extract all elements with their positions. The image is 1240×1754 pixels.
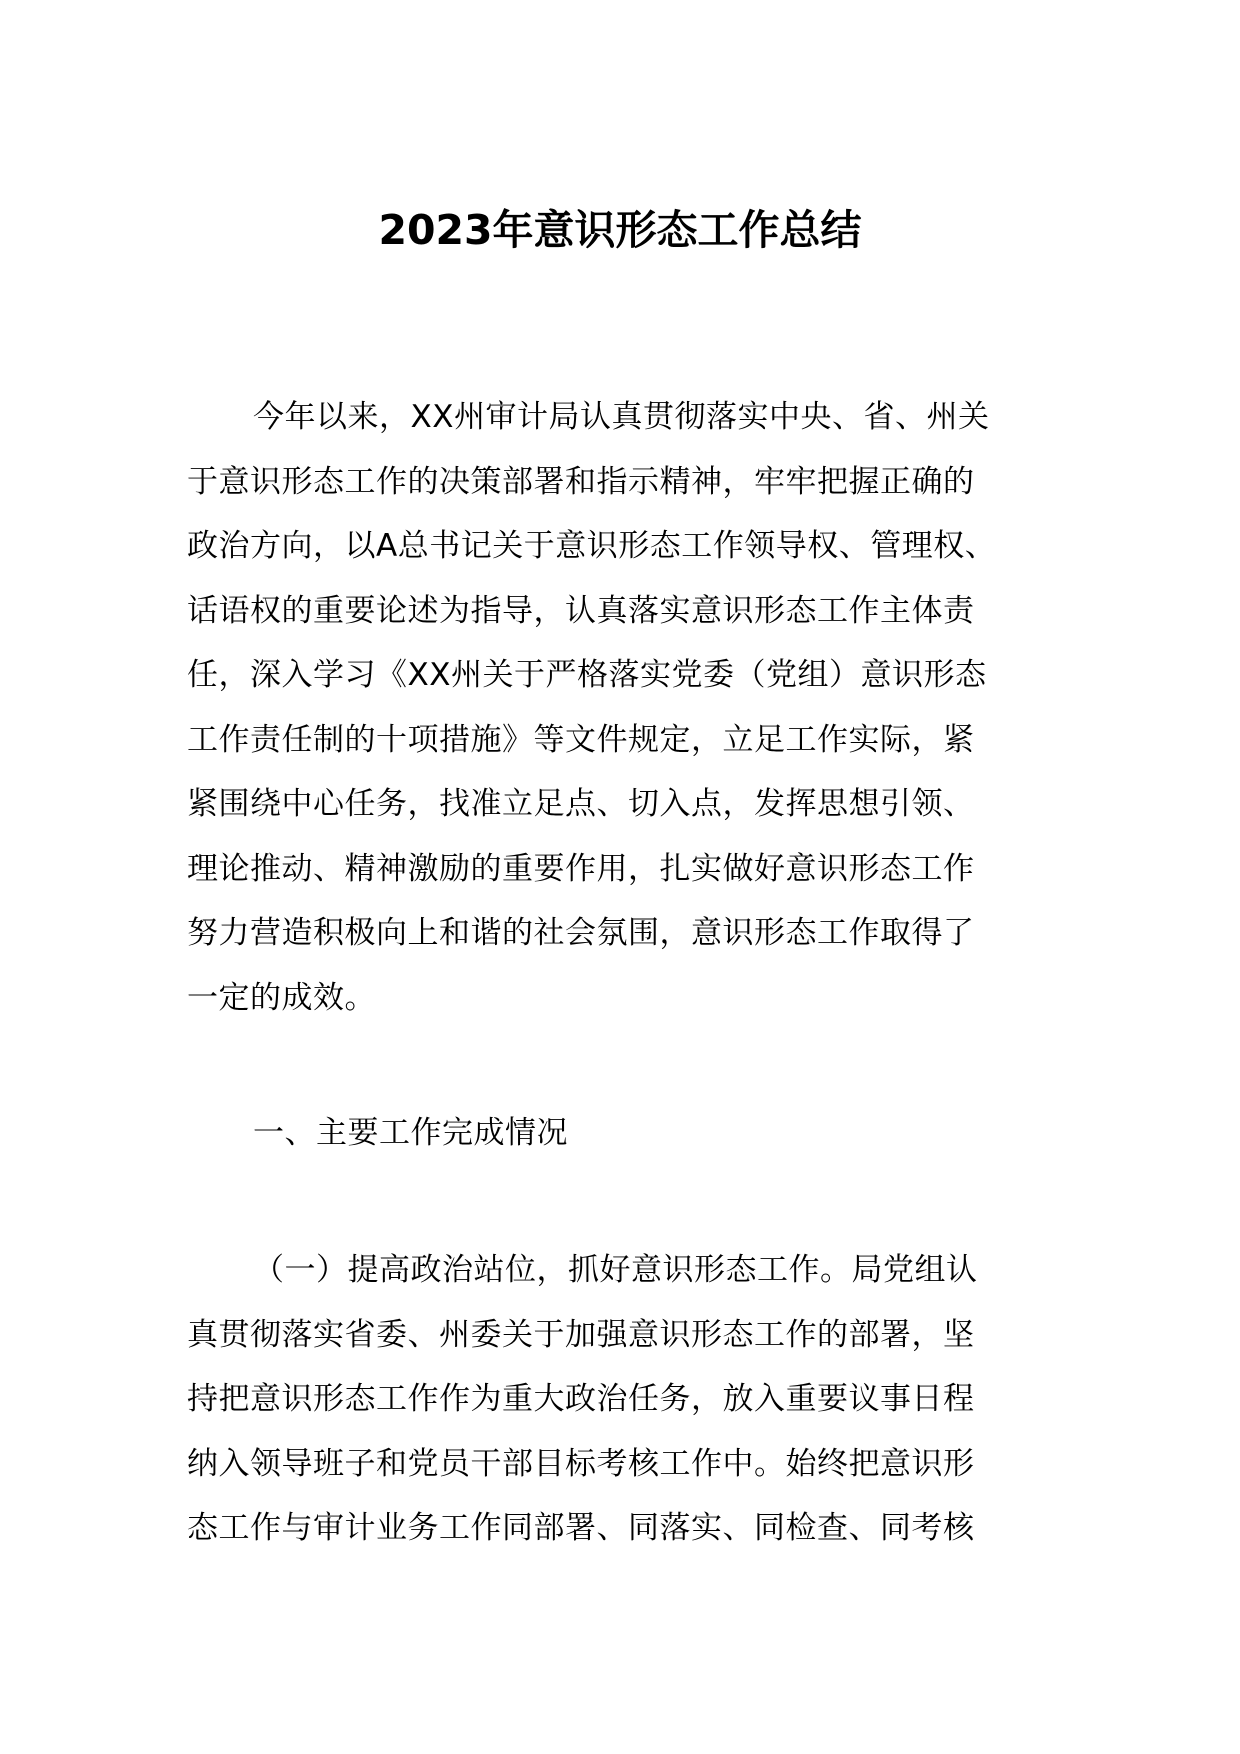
- paragraph-line: 持把意识形态工作作为重大政治任务，放入重要议事日程: [187, 1381, 975, 1417]
- paragraph-line: 今年以来，XX州审计局认真贯彻落实中央、省、州关: [253, 399, 990, 435]
- section-heading: 一、主要工作完成情况: [253, 1115, 568, 1151]
- intro-paragraph: [187, 385, 1067, 1030]
- document-title: 2023年意识形态工作总结: [378, 206, 862, 254]
- section-heading-block: [187, 1101, 1067, 1166]
- paragraph-line: 任，深入学习《XX州关于严格落实党委（党组）意识形态: [187, 657, 987, 693]
- paragraph-line: 真贯彻落实省委、州委关于加强意识形态工作的部署，坚: [187, 1316, 975, 1353]
- paragraph-line: 一定的成效。: [187, 979, 376, 1016]
- paragraph-line: 态工作与审计业务工作同部署、同落实、同检查、同考核: [187, 1510, 975, 1546]
- paragraph-line: 努力营造积极向上和谐的社会氛围，意识形态工作取得了: [187, 915, 975, 951]
- paragraph-line: 于意识形态工作的决策部署和指示精神，牢牢把握正确的: [187, 463, 975, 500]
- paragraph-line: 理论推动、精神激励的重要作用，扎实做好意识形态工作: [187, 850, 975, 887]
- paragraph-line: 纳入领导班子和党员干部目标考核工作中。始终把意识形: [187, 1445, 975, 1482]
- paragraph-line: 工作责任制的十项措施》等文件规定，立足工作实际，紧: [187, 721, 975, 758]
- section-paragraph: [187, 1238, 1067, 1561]
- paragraph-line: 话语权的重要论述为指导，认真落实意识形态工作主体责: [187, 592, 975, 629]
- paragraph-line: 政治方向，以A总书记关于意识形态工作领导权、管理权、: [187, 528, 997, 564]
- paragraph-line: 紧围绕中心任务，找准立足点、切入点，发挥思想引领、: [187, 786, 975, 822]
- paragraph-line: （一）提高政治站位，抓好意识形态工作。局党组认: [253, 1252, 978, 1288]
